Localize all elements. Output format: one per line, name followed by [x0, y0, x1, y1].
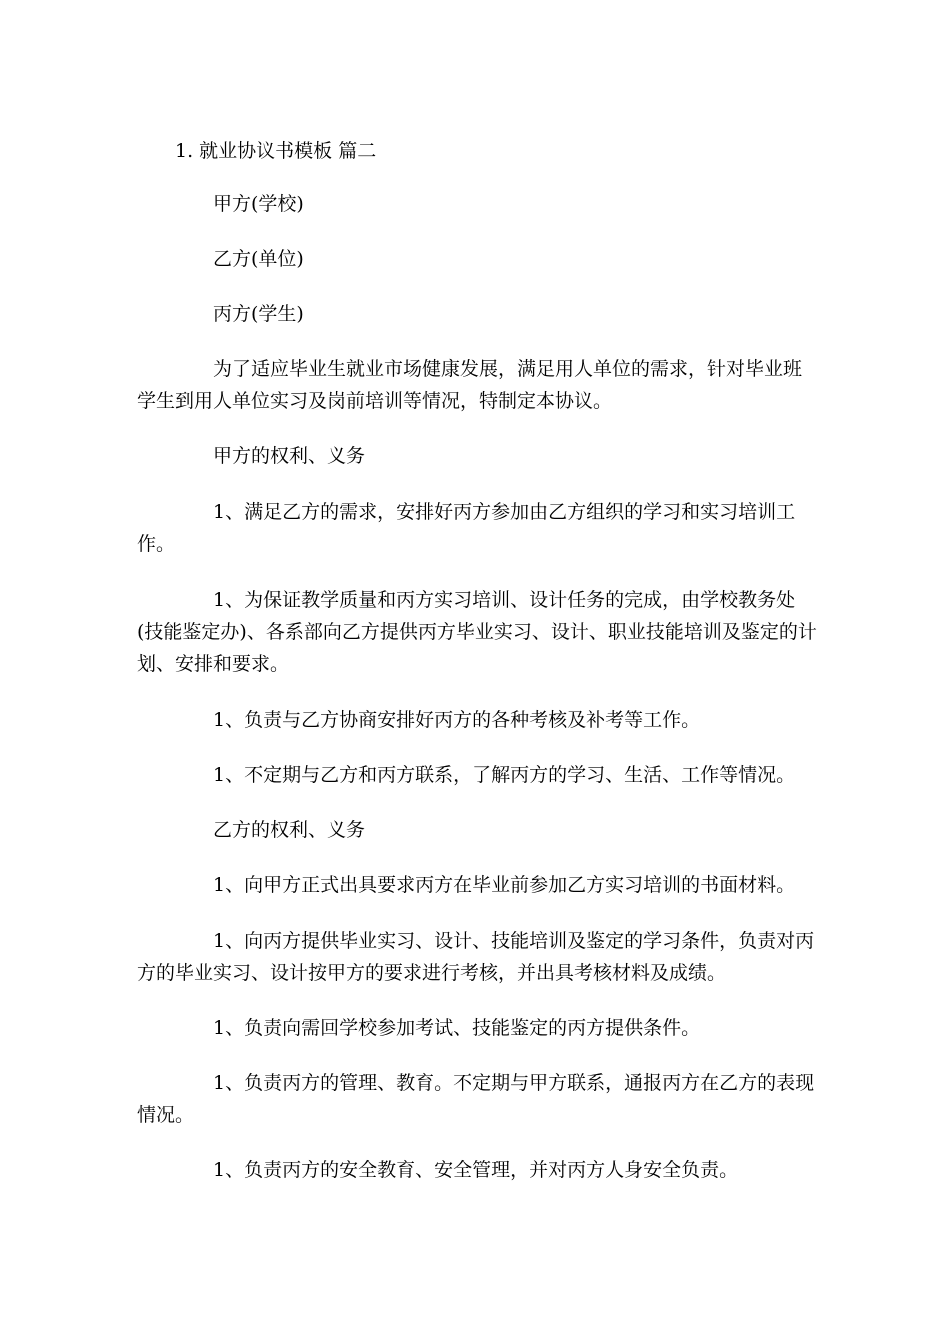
party-b-clause: 1、负责丙方的安全教育、安全管理，并对丙方人身安全负责。: [213, 1159, 739, 1181]
party-a-clause: 1、不定期与乙方和丙方联系，了解丙方的学习、生活、工作等情况。: [213, 764, 796, 786]
party-c-line: 丙方(学生): [213, 303, 304, 325]
section-heading-party-a: 甲方的权利、义务: [213, 445, 366, 467]
party-b-clause: 1、向甲方正式出具要求丙方在毕业前参加乙方实习培训的书面材料。: [213, 874, 796, 896]
party-a-clause: 1、满足乙方的需求，安排好丙方参加由乙方组织的学习和实习培训工作。: [137, 501, 796, 555]
party-b-line: 乙方(单位): [213, 248, 304, 270]
party-b-clause: 1、向丙方提供毕业实习、设计、技能培训及鉴定的学习条件，负责对丙方的毕业实习、设计按甲方的要求进行考核，并出具考核材料及成绩。: [137, 930, 815, 984]
party-b-clause: 1、负责丙方的管理、教育。不定期与甲方联系，通报丙方在乙方的表现情况。: [137, 1072, 815, 1126]
party-b-clause: 1、负责向需回学校参加考试、技能鉴定的丙方提供条件。: [213, 1017, 701, 1039]
section-heading-party-b: 乙方的权利、义务: [213, 819, 366, 841]
party-a-line: 甲方(学校): [213, 193, 304, 215]
document-title: 1. 就业协议书模板 篇二: [175, 140, 377, 162]
intro-paragraph: 为了适应毕业生就业市场健康发展，满足用人单位的需求，针对毕业班学生到用人单位实习及岗前培训等情况，特制定本协议。: [137, 358, 803, 412]
party-a-clause: 1、为保证教学质量和丙方实习培训、设计任务的完成，由学校教务处(技能鉴定办)、各系部向乙方提供丙方毕业实习、设计、职业技能培训及鉴定的计划、安排和要求。: [137, 589, 817, 675]
party-a-clause: 1、负责与乙方协商安排好丙方的各种考核及补考等工作。: [213, 709, 701, 731]
